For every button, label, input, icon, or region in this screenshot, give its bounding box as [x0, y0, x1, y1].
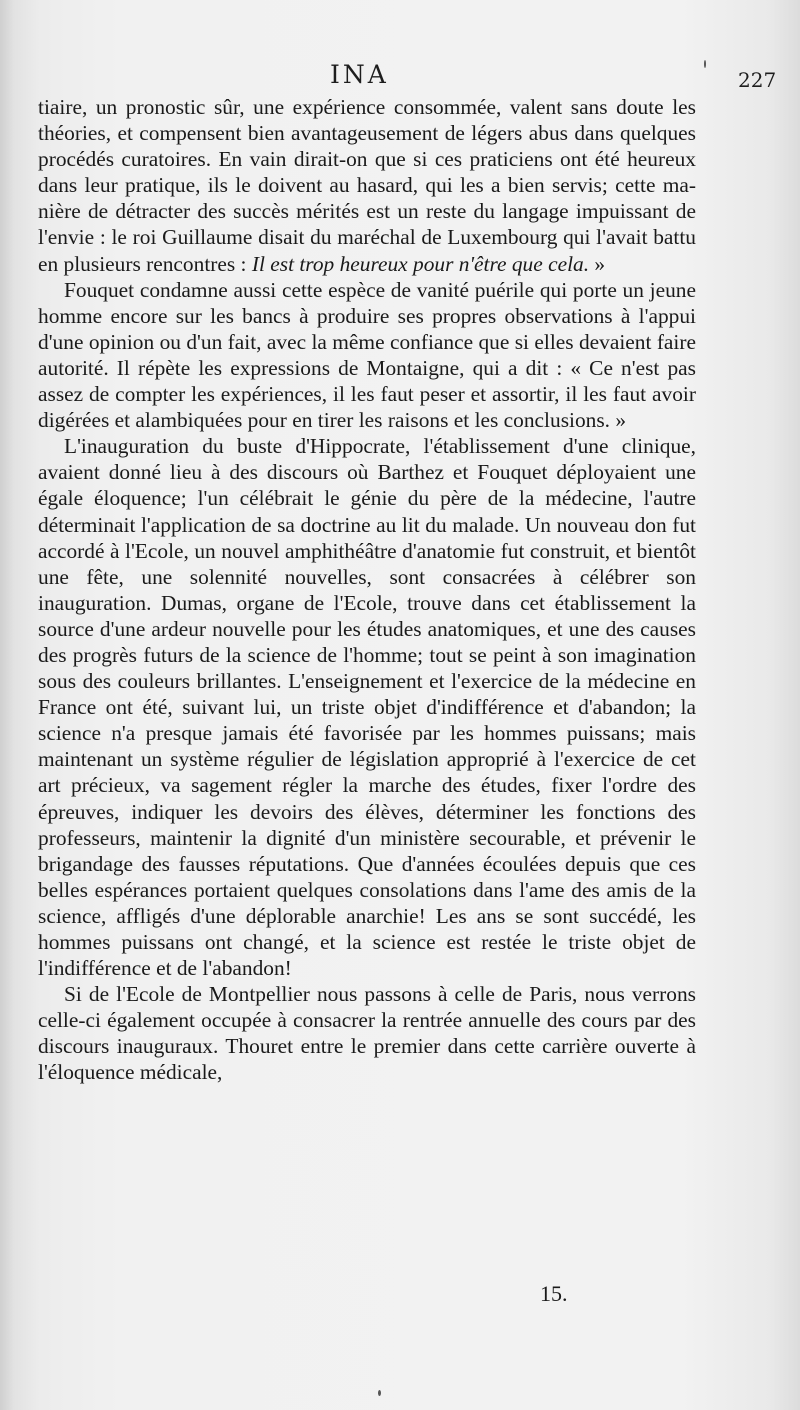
body-text — [38, 94, 696, 1086]
page-number: 227 — [738, 68, 777, 92]
paragraph-3: L'inauguration du buste d'Hippocrate, l'établissement d'une clinique, avaient donné lieu à des discours où Barthez et Fouquet déployaient une égale éloquence; l'un célébrait le génie du père de la médecine, l'autre déterminait l'application de sa doctrine au lit du malade. Un nouveau don fut accordé à l'Ecole, un nouvel amphithéâtre d'anatomie fut construit, et bientôt une fête, une solennité nouvelles, sont consacrées à célébrer son inauguration. Dumas, organe de l'Ecole, trouve dans cet établissement la source d'une ardeur nouvelle pour les études anatomiques, et une des causes des progrès futurs de la science de l'homme; tout se peint à son imagination sous des couleurs brillantes. L'enseignement et l'exercice de la médecine en France ont été, suivant lui, un triste objet d'indifférence et d'abandon; la science n'a presque jamais été favorisée par les hommes puissans; mais maintenant un système régulier de législation approprié à l'exercice de cet art précieux, va sagement régler la marche des études, fixer l'ordre des épreuves, indiquer les devoirs des élèves, déterminer les fonctions des professeurs, maintenir la dignité d'un ministère secourable, et prévenir le brigandage des fausses réputations. Que d'années écoulées depuis que ces belles espérances portaient quelques consolations dans l'ame des amis de la science, affligés d'une déplorable anarchie! Les ans se sont succédé, les hommes puissans ont changé, et la science est restée le triste objet de l'indifférence et de l'abandon! — [38, 434, 696, 981]
paragraph-1-italic-quote: Il est trop heureux pour n'être que cela. — [251, 251, 590, 276]
paragraph-1-closing-quote: » — [589, 251, 606, 276]
paper-speck — [378, 1390, 381, 1396]
paper-speck — [704, 60, 706, 68]
paragraph-4: Si de l'Ecole de Montpellier nous passons à celle de Paris, nous verrons celle-ci également occupée à consacrer la rentrée annuelle des cours par des discours inauguraux. Thouret entre le premier dans cette carrière ouverte à l'éloquence médicale, — [38, 982, 696, 1085]
signature-mark: 15. — [540, 1281, 568, 1306]
paragraph-2: Fouquet condamne aussi cette espèce de vanité puérile qui porte un jeune homme encore sur les bancs à produire ses propres observations à l'appui d'une opinion ou d'un fait, avec la même confiance que si elles devaient faire autorité. Il répète les expressions de Montaigne, qui a dit : « Ce n'est pas assez de compter les expériences, il les faut peser et assortir, il les faut avoir digérées et alambiquées pour en tirer les raisons et les conclusions. » — [38, 277, 696, 433]
running-head-title: INA — [330, 60, 389, 89]
paragraph-1-text: tiaire, un pronostic sûr, une expérience consommée, valent sans doute les théories, et compensent bien avantageusement de légers abus dans quelques procédés curatoires. En vain dirait-on que si ces praticiens ont été heureux dans leur pratique, ils le doivent au hasard, qui les a bien servis; cette manière de détracter des succès mérités est un reste du langage impuissant de l'envie : le roi Guillaume disait du maréchal de Luxembourg qui l'avait battu en plusieurs rencontres : — [38, 95, 696, 276]
paragraph-1 — [38, 94, 696, 277]
